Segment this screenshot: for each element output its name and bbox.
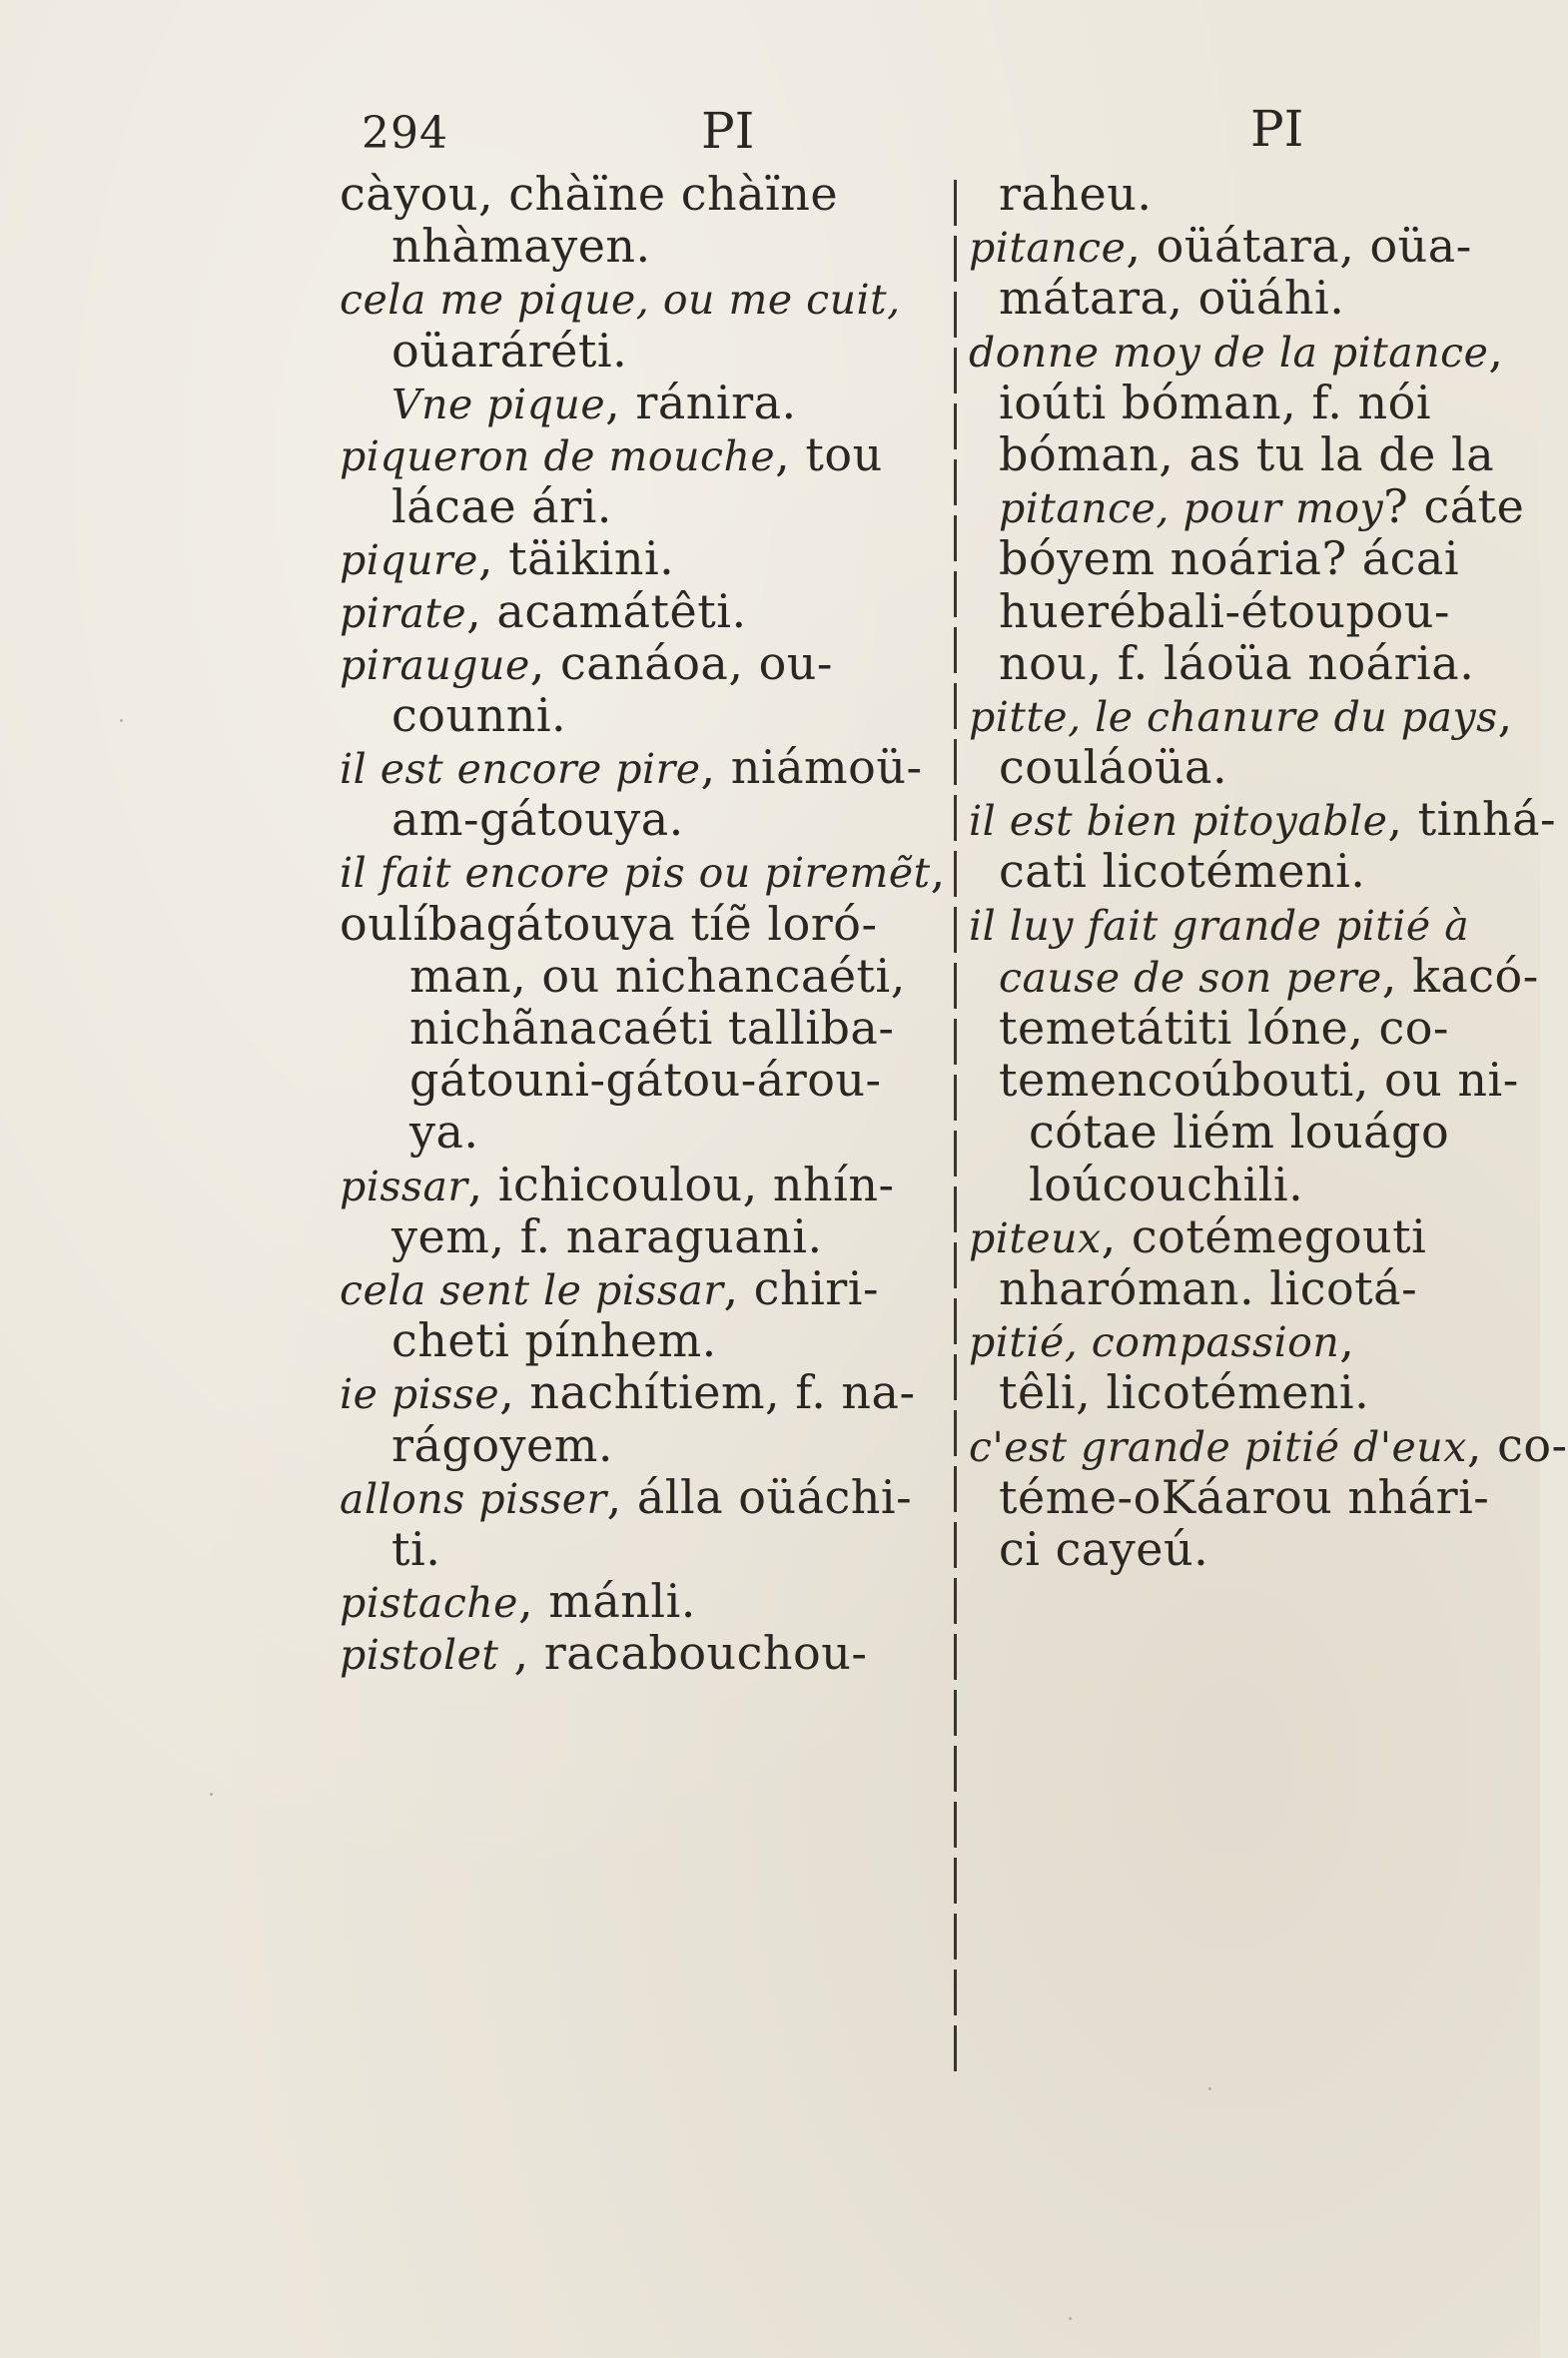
entry-line: nhàmayen. — [392, 219, 651, 274]
entry-line: counni. — [392, 687, 567, 742]
page-header — [0, 100, 1540, 160]
entry-line: mátara, oüáhi. — [999, 271, 1345, 326]
entry-line: pitance, oüátara, oüa- — [969, 219, 1472, 274]
entry-line: pirate, acamátêti. — [340, 583, 747, 638]
entry-line: ioúti bóman, f. nói — [999, 375, 1432, 429]
entry-line: ya. — [409, 1105, 479, 1160]
entry-line: lácae ári. — [392, 479, 612, 534]
entry-line: raheu. — [999, 167, 1153, 221]
entry-line: cela me pique, ou me cuit, — [340, 276, 901, 325]
entry-line: bóman, as tu la de la — [999, 426, 1495, 481]
entry-line: cause de son pere, kacó- — [999, 948, 1539, 1003]
entry-line: ci cayeú. — [999, 1521, 1209, 1576]
entry-line: nharóman. licotá- — [999, 1260, 1418, 1315]
entry-line: nichãnacaéti talliba- — [409, 1001, 895, 1055]
entry-line: temencoúbouti, ou ni- — [999, 1053, 1519, 1108]
entry-line: huerébali-étoupou- — [999, 583, 1450, 638]
entry-line: cela sent le pissar, chiri- — [340, 1260, 880, 1315]
entry-line: bóyem noária? ácai — [999, 531, 1460, 586]
entry-line: man, ou nichancaéti, — [409, 948, 906, 1003]
running-head-left: PI — [701, 102, 755, 160]
entry-line: il fait encore pis ou piremẽt, — [340, 844, 946, 899]
entry-line: Vne pique, ránira. — [392, 375, 797, 429]
entry-line: rágoyem. — [392, 1417, 614, 1472]
entry-line: piraugue, canáoa, ou- — [340, 635, 833, 690]
entry-line: pissar, ichicoulou, nhín- — [340, 1157, 895, 1211]
column-divider — [954, 180, 957, 2077]
paper-speck — [120, 719, 123, 722]
entry-line: ie pisse, nachítiem, f. na- — [340, 1365, 916, 1420]
left-column — [340, 168, 951, 1679]
entry-line: ti. — [392, 1521, 441, 1576]
entry-line: nou, f. láoüa noária. — [999, 635, 1475, 690]
entry-line: têli, licotémeni. — [999, 1365, 1370, 1420]
entry-line: pistache, mánli. — [340, 1574, 696, 1629]
entry-line: yem, f. naraguani. — [392, 1208, 823, 1263]
entry-line: pitié, compassion, — [969, 1313, 1355, 1368]
paper-speck — [1069, 2317, 1072, 2320]
entry-line: pistolet , racabouchou- — [340, 1626, 868, 1681]
entry-line: cati licotémeni. — [999, 844, 1366, 899]
page-number: 294 — [362, 108, 448, 159]
entry-line: allons pisser, álla oüáchi- — [340, 1469, 913, 1524]
entry-line: couláoüa. — [999, 740, 1228, 795]
entry-line: loúcouchili. — [1029, 1157, 1304, 1211]
entry-line: c'est grande pitié d'eux, co- — [969, 1417, 1568, 1472]
entry-line: donne moy de la pitance, — [969, 323, 1504, 378]
entry-line: cótae liém louágo — [1029, 1105, 1450, 1160]
entry-line: piqure, täikini. — [340, 531, 675, 586]
entry-line: piqueron de mouche, tou — [340, 426, 883, 481]
entry-line: gátouni-gátou-árou- — [409, 1053, 882, 1108]
running-head-right: PI — [1250, 100, 1304, 158]
entry-line: oulíbagátouya tíẽ loró- — [340, 896, 878, 951]
entry-line: il est bien pitoyable, tinhá- — [969, 792, 1557, 847]
entry-line: téme-oKáarou nhári- — [999, 1469, 1490, 1524]
entry-line: piteux, cotémegouti — [969, 1208, 1427, 1263]
entry-line: am-gátouya. — [392, 792, 684, 847]
entry-line: il luy fait grande pitié à — [969, 901, 1470, 950]
entry-line: cheti pínhem. — [392, 1313, 717, 1368]
right-column — [969, 167, 1568, 1576]
entry-line: pitte, le chanure du pays, — [969, 687, 1513, 742]
entry-line: pitance, pour moy? cáte — [999, 479, 1525, 534]
entry-line: càyou, chàïne chàïne — [340, 167, 839, 221]
paper-speck — [210, 1793, 213, 1796]
paper-speck — [1208, 2087, 1211, 2090]
entry-line: oüaráréti. — [392, 323, 628, 378]
entry-line: il est encore pire, niámoü- — [340, 740, 923, 795]
entry-line: temetátiti lóne, co- — [999, 1001, 1449, 1055]
